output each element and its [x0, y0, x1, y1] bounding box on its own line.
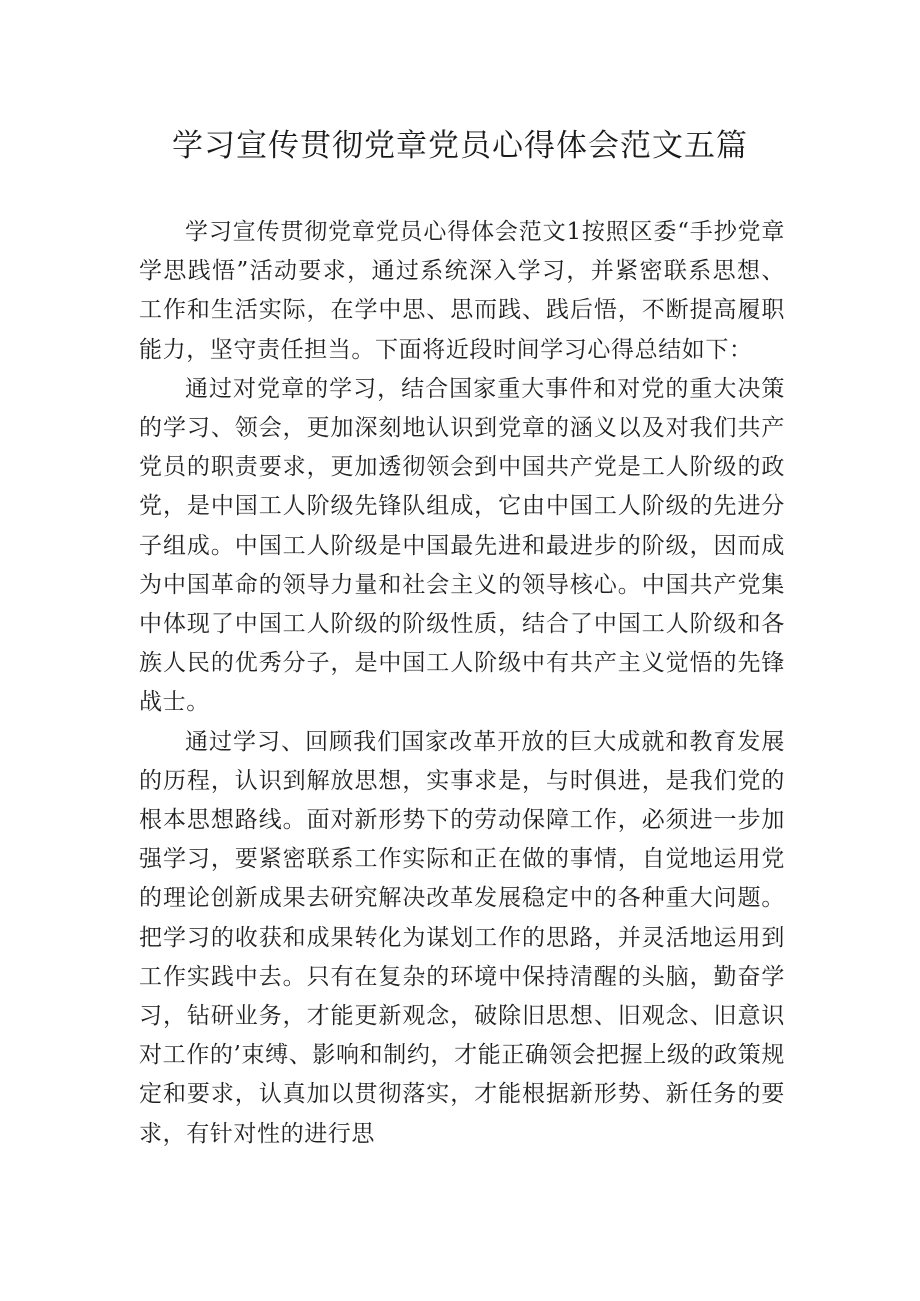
document-title: 学习宣传贯彻党章党员心得体会范文五篇: [172, 128, 748, 164]
paragraph-3: 通过学习、回顾我们国家改革开放的巨大成就和教育发展的历程，认识到解放思想，实事求是，与时俱进，是我们党的根本思想路线。面对新形势下的劳动保障工作，必须进一步加强学习，要紧密联系工作实际和正在做的事情，自觉地运用党的理论创新成果去研究解决改革发展稳定中的各种重大问题。把学习的收获和成果转化为谋划工作的思路，并灵活地运用到工作实践中去。只有在复杂的环境中保持清醒的头脑，勤奋学习，钻研业务，才能更新观念，破除旧思想、旧观念、旧意识对工作的’束缚、影响和制约，才能正确领会把握上级的政策规定和要求，认真加以贯彻落实，才能根据新形势、新任务的要求，有针对性的进行思: [139, 728, 785, 1147]
paragraph-1: 学习宣传贯彻党章党员心得体会范文1按照区委“手抄党章学思践悟”活动要求，通过系统深入学习，并紧密联系思想、工作和生活实际，在学中思、思而践、践后悟，不断提高履职能力，坚守责任担当。下面将近段时间学习心得总结如下：: [139, 219, 785, 363]
document-body: [139, 213, 785, 1154]
paragraph-2: 通过对党章的学习，结合国家重大事件和对党的重大决策的学习、领会，更加深刻地认识到党章的涵义以及对我们共产党员的职责要求，更加透彻领会到中国共产党是工人阶级的政党，是中国工人阶级先锋队组成，它由中国工人阶级的先进分子组成。中国工人阶级是中国最先进和最进步的阶级，因而成为中国革命的领导力量和社会主义的领导核心。中国共产党集中体现了中国工人阶级的阶级性质，结合了中国工人阶级和各族人民的优秀分子，是中国工人阶级中有共产主义觉悟的先锋战士。: [139, 375, 785, 716]
